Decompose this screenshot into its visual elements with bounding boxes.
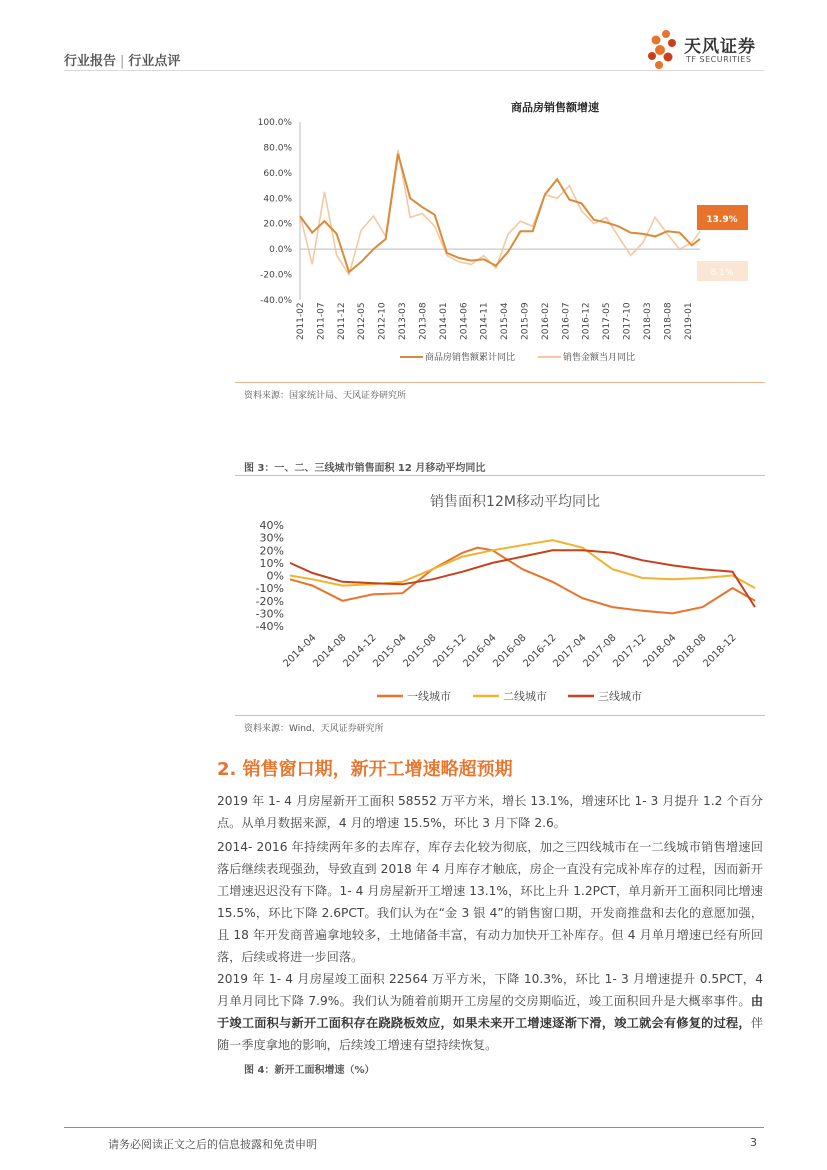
x-tick-label: 2018-08 <box>663 302 674 340</box>
header-report-type: 行业报告 <box>64 54 117 69</box>
footer-divider <box>64 1127 764 1128</box>
chart-sales-amount-svg <box>235 95 765 380</box>
page-number: 3 <box>750 1136 757 1149</box>
x-tick-label: 2013-08 <box>418 302 429 340</box>
page-header <box>64 50 180 69</box>
section-heading: 2. 销售窗口期，新开工增速略超预期 <box>217 759 513 780</box>
annotation-cumulative: 13.9% <box>706 215 738 225</box>
y-tick-label: 100.0% <box>257 118 292 128</box>
x-tick-label: 2015-04 <box>500 302 511 340</box>
completion-text-bold: 由于竣工面积与新开工面积存在跷跷板效应，如果未来开工增速逐渐下滑，竣工就会有修复的过程， <box>217 994 763 1030</box>
y-tick-label: -40% <box>255 620 284 633</box>
y-tick-label: -20.0% <box>260 270 292 281</box>
y-tick-label: 20% <box>259 544 284 558</box>
y-tick-label: 60.0% <box>263 168 292 179</box>
x-tick-label: 2014-01 <box>438 302 449 340</box>
footer-disclaimer: 请务必阅读正文之后的信息披露和免责申明 <box>108 1138 317 1151</box>
y-tick-label: 10% <box>259 556 284 570</box>
y-tick-label: -40.0% <box>260 296 292 306</box>
y-tick-label: 40% <box>259 519 284 532</box>
chart-sales-area-svg <box>235 478 765 713</box>
company-logo <box>646 28 771 72</box>
x-tick-label: 2012-05 <box>357 302 368 340</box>
x-tick-label: 2017-10 <box>622 302 633 340</box>
y-tick-label: -10% <box>255 582 284 596</box>
completion-text-a: 2019 年 1- 4 月房屋竣工面积 22564 万平方米，下降 10.3%，环比 1- 3 月增速提升 0.5PCT，4 月单月同比下降 7.9%。我们认为随着前期开工房屋的交房期临近，竣工面积回升是大概率事件。 <box>217 972 763 1008</box>
x-tick-label: 2014-06 <box>459 302 470 340</box>
header-separator: | <box>120 54 125 69</box>
figure3-caption: 图 3：一、二、三线城市销售面积 12 月移动平均同比 <box>244 463 486 474</box>
x-tick-label: 2014-04 <box>281 632 319 670</box>
x-tick-label: 2011-12 <box>336 302 347 340</box>
figure3-top-rule <box>235 475 765 476</box>
figure2-bottom-rule <box>235 382 765 383</box>
x-tick-label: 2014-11 <box>479 302 490 340</box>
x-tick-label: 2016-04 <box>461 632 499 670</box>
y-tick-label: 30% <box>259 531 284 545</box>
series-line <box>300 154 700 272</box>
chart-legend <box>377 689 642 703</box>
x-tick-label: 2017-04 <box>551 632 589 670</box>
x-tick-label: 2017-08 <box>581 632 619 670</box>
x-tick-label: 2018-03 <box>642 302 653 340</box>
x-tick-label: 2016-12 <box>581 302 592 340</box>
x-tick-label: 2015-08 <box>401 632 439 670</box>
logo-chinese-name: 天风证券 <box>684 37 756 57</box>
figure2-source: 资料来源：国家统计局、天风证券研究所 <box>244 391 407 401</box>
figure3-source: 资料来源：Wind、天风证券研究所 <box>244 724 384 734</box>
x-tick-label: 2017-12 <box>611 632 649 670</box>
x-tick-label: 2015-09 <box>520 302 531 340</box>
y-tick-label: 80.0% <box>263 143 292 154</box>
x-tick-label: 2016-08 <box>491 632 529 670</box>
completion-text-c: 伴随一季度拿地的影响，后续竣工增速有望持续恢复。 <box>217 1016 763 1052</box>
x-tick-label: 2018-08 <box>671 632 709 670</box>
x-tick-label: 2011-02 <box>296 302 306 340</box>
header-report-subtype: 行业点评 <box>128 54 181 69</box>
x-tick-label: 2015-04 <box>371 632 409 670</box>
x-tick-label: 2014-12 <box>341 632 379 670</box>
annotation-monthly: 8.1% <box>710 268 734 278</box>
logo-mark-icon <box>646 28 682 72</box>
x-tick-label: 2017-05 <box>602 302 613 340</box>
y-tick-label: 20.0% <box>263 219 292 230</box>
series-line <box>300 150 700 275</box>
logo-english-name: TF SECURITIES <box>686 55 752 64</box>
series-line <box>290 540 755 588</box>
x-tick-label: 2016-12 <box>521 632 559 670</box>
x-tick-label: 2011-07 <box>316 302 327 340</box>
y-tick-label: -30% <box>255 607 284 621</box>
y-tick-label: -20% <box>255 594 284 608</box>
y-tick-label: 0% <box>266 569 284 583</box>
chart-sales-area-12m <box>235 478 765 713</box>
paragraph-inventory: 2014- 2016 年持续两年多的去库存，库存去化较为彻底，加之三四线城市在一二线城市销售增速回落后继续表现强劲，导致直到 2018 年 4 月库存才触底，房企一直没有完成补库存的过程，因而新开工增速迟迟没有下降。1- 4 月房屋新开工增速 13.1%，环比上升 1.2PCT，单月新开工面积同比增速 15.5%，环比下降 2.6PCT。我们认为在“金 3 银 4”的销售窗口期，开发商推盘和去化的意愿加强，且 18 年开发商普遍拿地较多，土地储备丰富，有动力加快开工补库存。但 4 月单月增速已经有所回落，后续或将进一步回落。 <box>217 840 763 964</box>
paragraph-completions <box>217 968 763 1056</box>
x-tick-label: 2015-12 <box>431 632 469 670</box>
y-tick-label: 40.0% <box>263 194 292 205</box>
paragraph-new-starts: 2019 年 1- 4 月房屋新开工面积 58552 万平方米，增长 13.1%，增速环比 1- 3 月提升 1.2 个百分点。从单月数据来源，4 月的增速 15.5%，环比 3 月下降 2.6。 <box>217 794 763 830</box>
chart-title: 销售面积12M移动平均同比 <box>430 494 600 510</box>
chart-legend <box>400 351 635 363</box>
legend-label-tier1: 一线城市 <box>407 690 451 703</box>
x-tick-label: 2016-02 <box>540 302 551 340</box>
legend-label-tier2: 二线城市 <box>503 690 547 703</box>
x-tick-label: 2018-12 <box>701 632 739 670</box>
x-tick-label: 2012-10 <box>377 302 388 340</box>
chart-sales-amount-growth <box>235 95 765 380</box>
legend-label-tier3: 三线城市 <box>598 690 642 703</box>
x-tick-label: 2016-07 <box>561 302 572 340</box>
x-tick-label: 2013-03 <box>398 302 409 340</box>
x-tick-label: 2019-01 <box>683 302 694 340</box>
x-tick-label: 2018-04 <box>641 632 679 670</box>
figure3-bottom-rule <box>235 715 765 716</box>
x-tick-label: 2014-08 <box>311 632 349 670</box>
figure4-caption: 图 4：新开工面积增速（%） <box>244 1065 375 1076</box>
chart-title: 商品房销售额增速 <box>511 101 599 114</box>
legend-label-cumulative: 商品房销售额累计同比 <box>425 353 516 363</box>
legend-label-monthly: 销售金额当月同比 <box>563 353 636 363</box>
y-tick-label: 0.0% <box>269 245 292 256</box>
